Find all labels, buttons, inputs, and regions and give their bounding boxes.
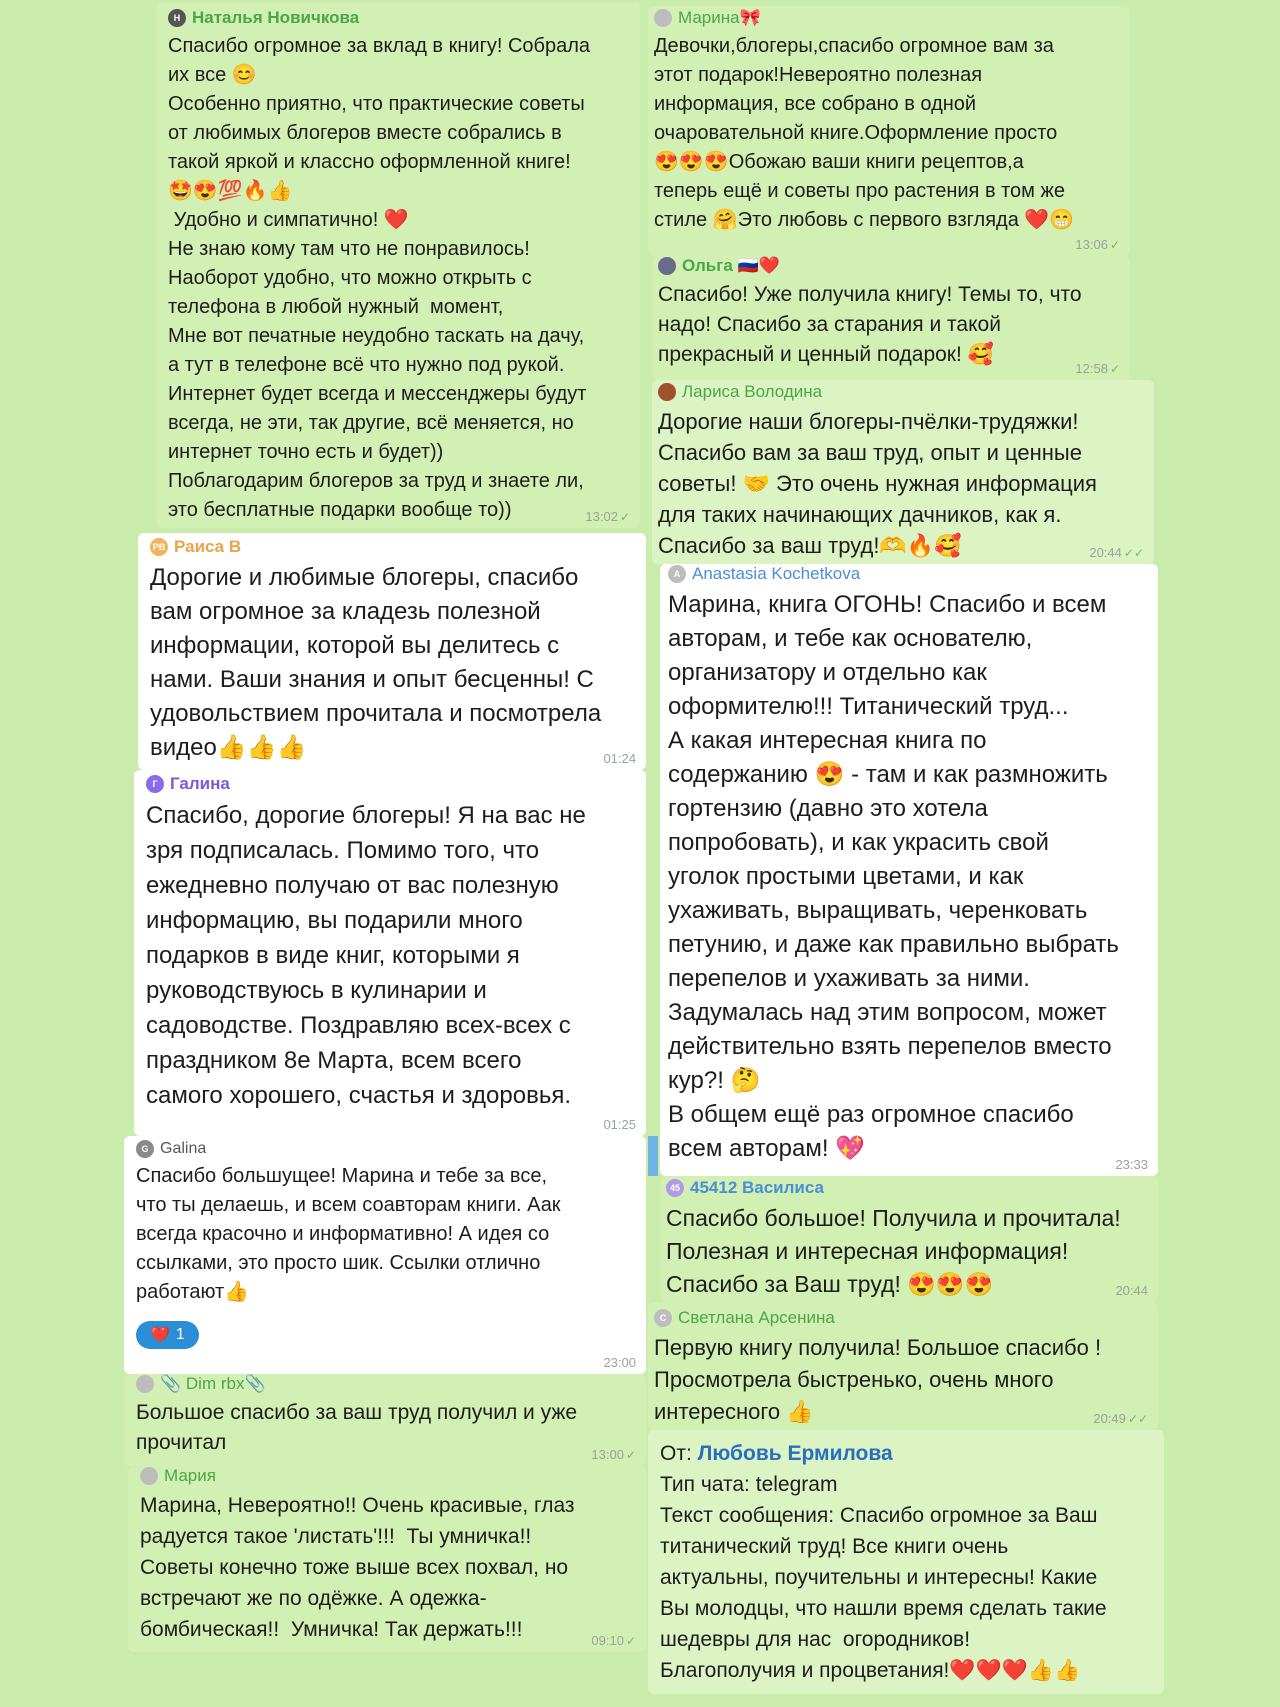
message-text: Спасибо большое! Получила и прочитала! Полезная и интересная информация! Спасибо за Ваш труд! 😍😍😍	[666, 1205, 1121, 1297]
message-time: 13:06 ✓	[1075, 237, 1120, 252]
message-text: Дорогие и любимые блогеры, спасибо вам огромное за кладезь полезной информации, которой вы делитесь с нами. Ваши знания и опыт бесценны! С удовольствием прочитала и посмотрела видео👍👍👍	[150, 564, 602, 761]
message-raisa: РВ Раиса В Дорогие и любимые блогеры, спасибо вам огромное за кладезь полезной информации, которой вы делитесь с нами. Ваши знания и опыт бесценны! С удовольствием прочитала и посмотрела видео👍👍👍 01:24	[138, 533, 646, 770]
check-icon: ✓✓	[1123, 546, 1144, 560]
avatar: C	[654, 1309, 672, 1327]
avatar	[658, 257, 676, 275]
message-galina-ru: Г Галина Спасибо, дорогие блогеры! Я на вас не зря подписалась. Помимо того, что ежедневно получаю от вас полезную информацию, вы подарили много подарков в виде книг, которыми я руководствуюсь в кулинарии и садоводстве. Поздравляю всех-всех с праздником 8е Марта, всем всего самого хорошего, счастья и здоровья. 01:25	[134, 770, 646, 1136]
quote-bar	[648, 1136, 658, 1176]
heart-icon: ❤️	[150, 1327, 170, 1344]
avatar: G	[136, 1140, 154, 1158]
message-text: Девочки,блогеры,спасибо огромное вам за этот подарок!Невероятно полезная информация, все собрано в одной очаровательной книге.Оформление просто 😍😍😍Обожаю ваши книги рецептов,а теперь ещё и советы про растения в том же стиле 🤗Это любовь с первого взгляда ❤️😁	[654, 35, 1075, 231]
message-time: 23:00	[603, 1355, 636, 1370]
message-text: Марина, Невероятно!! Очень красивые, глаз радуется такое 'листать'!!! Ты умничка!! Советы конечно тоже выше всех похвал, но встречают же по одёжке. А одежка- бомбическая!! Умничка! Так держать!!!	[140, 1494, 575, 1641]
avatar	[658, 383, 676, 401]
avatar: Г	[146, 775, 164, 793]
message-larisa: Лариса Володина Дорогие наши блогеры-пчёлки-трудяжки! Спасибо вам за ваш труд, опыт и ценные советы! 🤝 Это очень нужная информация для таких начинающих дачников, как я. Спасибо за ваш труд!🫶🔥🥰 20:44 ✓✓	[652, 380, 1154, 564]
message-text: Спасибо большущее! Марина и тебе за все, что ты делаешь, и всем соавторам книги. Аак всегда красочно и информативно! А идея со ссылками, это просто шик. Ссылки отлично работают👍	[136, 1165, 561, 1303]
forward-author-link[interactable]: Любовь Ермилова	[697, 1442, 893, 1465]
message-author: Н Наталья Новичкова	[168, 8, 630, 28]
message-olga: Ольга 🇷🇺❤️ Спасибо! Уже получила книгу! Темы то, что надо! Спасибо за старания и такой прекрасный и ценный подарок! 🥰 12:58 ✓	[652, 256, 1130, 380]
message-time: 09:10 ✓	[591, 1633, 636, 1648]
message-text: Большое спасибо за ваш труд получил и уже прочитал	[136, 1401, 578, 1454]
message-time: 20:44	[1115, 1283, 1148, 1298]
reaction-badge[interactable]: ❤️ 1	[136, 1321, 199, 1349]
message-galina-en: G Galina Спасибо большущее! Марина и тебе за все, что ты делаешь, и всем соавторам книги. Аак всегда красочно и информативно! А идея со ссылками, это просто шик. Ссылки отлично работают👍 ❤️ 1 23:00	[124, 1136, 646, 1374]
avatar: РВ	[150, 538, 168, 556]
message-text: Спасибо! Уже получила книгу! Темы то, что надо! Спасибо за старания и такой прекрасный и ценный подарок! 🥰	[658, 283, 1082, 366]
avatar	[140, 1467, 158, 1485]
message-time: 20:44 ✓✓	[1089, 545, 1144, 560]
check-icon: ✓	[1109, 238, 1120, 252]
message-anastasia: A Anastasia Kochetkova Марина, книга ОГОНЬ! Спасибо и всем авторам, и тебе как основателю, организатору и отдельно как оформителю!!! Титанический труд... А какая интересная книга по содержанию 😍 - там и как размножить гортензию (давно это хотела попробовать), и как украсить свой уголок простыми цветами, и как ухаживать, выращивать, черенковать петунию, и даже как правильно выбрать перепелов и ухаживать за ними. Задумалась над этим вопросом, может действительно взять перепелов вместо кур?! 🤔 В общем ещё раз огромное спасибо всем авторам! 💖 23:33	[660, 564, 1158, 1176]
chat-type: Тип чата: telegram	[660, 1473, 838, 1496]
avatar: 45	[666, 1179, 684, 1197]
message-text: Первую книгу получила! Большое спасибо ! Просмотрела быстренько, очень много интересного 👍	[654, 1335, 1102, 1424]
message-marina: Марина🎀 Девочки,блогеры,спасибо огромное вам за этот подарок!Невероятно полезная информация, все собрано в одной очаровательной книге.Оформление просто 😍😍😍Обожаю ваши книги рецептов,а теперь ещё и советы про растения в том же стиле 🤗Это любовь с первого взгляда ❤️😁 13:06 ✓	[648, 6, 1130, 256]
message-text: Спасибо, дорогие блогеры! Я на вас не зря подписалась. Помимо того, что ежедневно получаю от вас полезную информацию, вы подарили много подарков в виде книг, которыми я руководствуюсь в кулинарии и садоводстве. Поздравляю всех-всех с праздником 8е Марта, всем всего самого хорошего, счастья и здоровья.	[146, 802, 586, 1109]
message-time: 01:24	[603, 751, 636, 766]
message-svetlana: C Светлана Арсенина Первую книгу получила! Большое спасибо ! Просмотрела быстренько, очень много интересного 👍 20:49 ✓✓	[648, 1302, 1158, 1430]
message-natalya	[156, 2, 640, 528]
message-dim: 📎 Dim rbx📎 Большое спасибо за ваш труд получил и уже прочитал 13:00 ✓	[124, 1374, 646, 1466]
avatar	[654, 9, 672, 27]
forward-from: От: Любовь Ермилова	[660, 1442, 893, 1465]
message-text: Дорогие наши блогеры-пчёлки-трудяжки! Спасибо вам за ваш труд, опыт и ценные советы! 🤝 Это очень нужная информация для таких начинающих дачников, как я. Спасибо за ваш труд!🫶🔥🥰	[658, 409, 1097, 558]
message-text: Марина, книга ОГОНЬ! Спасибо и всем авторам, и тебе как основателю, организатору и отдельно как оформителю!!! Титанический труд... А какая интересная книга по содержанию 😍 - там и как размножить гортензию (давно это хотела попробовать), и как украсить свой уголок простыми цветами, и как ухаживать, выращивать, черенковать петунию, и даже как правильно выбрать перепелов и ухаживать за ними. Задумалась над этим вопросом, может действительно взять перепелов вместо кур?! 🤔 В общем ещё раз огромное спасибо всем авторам! 💖	[668, 591, 1119, 1162]
message-time: 01:25	[603, 1117, 636, 1132]
message-maria: Мария Марина, Невероятно!! Очень красивые, глаз радуется такое 'листать'!!! Ты умничка!! Советы конечно тоже выше всех похвал, но встречают же по одёжке. А одежка- бомбическая!! Умничка! Так держать!!! 09:10 ✓	[128, 1466, 646, 1652]
check-icon: ✓✓	[1127, 1412, 1148, 1426]
message-time: 12:58 ✓	[1075, 361, 1120, 376]
message-lyubov	[648, 1430, 1164, 1694]
message-vasilisa: 45 45412 Василиса Спасибо большое! Получила и прочитала! Полезная и интересная информация! Спасибо за Ваш труд! 😍😍😍 20:44	[660, 1176, 1158, 1302]
message-text: Спасибо огромное за вклад в книгу! Собрала их все 😊 Особенно приятно, что практические советы от любимых блогеров вместе собрались в такой яркой и классно оформленной книге! 🤩😍💯🔥👍 Удобно и симпатично! ❤️ Не знаю кому там что не понравилось! Наоборот удобно, что можно открыть с телефона в любой нужный момент, Мне вот печатные неудобно таскать на дачу, а тут в телефоне всё что нужно под рукой. Интернет будет всегда и мессенджеры будут всегда, не эти, так другие, всё меняется, но интернет точно есть и будет)) Поблагодарим блогеров за труд и знаете ли, это бесплатные подарки вообще то))	[168, 35, 591, 521]
message-time: 20:49 ✓✓	[1093, 1411, 1148, 1426]
check-icon: ✓	[625, 1448, 636, 1462]
message-text: Текст сообщения: Спасибо огромное за Ваш титанический труд! Все книги очень актуальны, поучительны и интересны! Какие Вы молодцы, что нашли время сделать такие шедевры для нас огородников! Благополучия и процветания!❤️❤️❤️👍👍	[660, 1504, 1107, 1682]
check-icon: ✓	[619, 510, 630, 524]
message-time: 13:00 ✓	[591, 1447, 636, 1462]
message-time: 13:02 ✓	[585, 509, 630, 524]
avatar: Н	[168, 9, 186, 27]
check-icon: ✓	[625, 1634, 636, 1648]
avatar	[136, 1375, 154, 1393]
check-icon: ✓	[1109, 362, 1120, 376]
avatar: A	[668, 565, 686, 583]
message-time: 23:33	[1115, 1157, 1148, 1172]
